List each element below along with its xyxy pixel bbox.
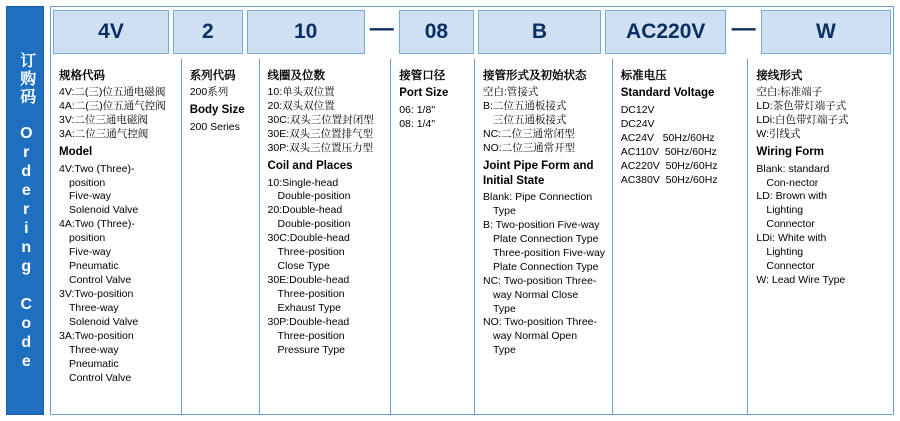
column-line-en-4-4: Three-position Five-way (493, 246, 606, 259)
column-line-en-4-10: way Normal Open (493, 330, 578, 343)
column-line-en-4-3: Plate Connection Type (493, 232, 599, 245)
column-title-en-5: Standard Voltage (620, 87, 715, 100)
column-line-en-0-0: 4V:Two (Three)- (59, 162, 135, 175)
column-2 (259, 59, 391, 414)
column-line-en-1-0: 200 Series (189, 120, 240, 133)
column-line-en-2-9: Exhaust Type (277, 302, 341, 315)
code-cell-5: B (478, 10, 601, 54)
column-line-en-6-0: Blank: standard (756, 162, 830, 175)
code-separator-dash: — (731, 15, 756, 42)
column-line-en-0-14: Pneumatic (69, 357, 119, 370)
column-line-en-5-5: AC380V 50Hz/60Hz (620, 173, 718, 186)
column-line-en-6-4: Connector (766, 218, 815, 231)
column-line-cn-4-1: B:二位五通板接式 (483, 100, 567, 113)
column-5 (612, 59, 748, 414)
column-title-cn-3: 接管口径 (399, 70, 446, 82)
column-line-cn-2-0: 10:单头双位置 (267, 86, 335, 99)
column-line-en-6-6: Lighting (766, 246, 804, 259)
column-line-cn-2-4: 30P:双头三位置压力型 (267, 142, 374, 155)
column-line-cn-2-1: 20:双头双位置 (267, 100, 335, 113)
column-title-cn-1: 系列代码 (189, 70, 236, 82)
sidebar-title-text: 订购码 Ordering Code (17, 51, 35, 372)
column-line-en-4-0: Blank: Pipe Connection (483, 190, 593, 203)
column-line-en-5-0: DC12V (620, 103, 655, 116)
column-title-cn-4: 接管形式及初始状态 (483, 70, 587, 82)
column-line-en-0-3: Solenoid Valve (69, 204, 139, 217)
column-line-en-4-5: Plate Connection Type (493, 260, 599, 273)
column-line-en-0-9: 3V:Two-position (59, 288, 134, 301)
column-line-en-2-0: 10:Single-head (267, 176, 339, 189)
column-line-cn-0-3: 3A:二位三通气控阀 (59, 128, 149, 141)
code-cell-0: 4V (53, 10, 169, 54)
column-line-en-0-4: 4A:Two (Three)- (59, 218, 135, 231)
column-line-en-6-1: Con-nector (766, 176, 819, 189)
column-title-en-2: Coil and Places (267, 160, 353, 173)
column-line-cn-4-0: 空白:管接式 (483, 86, 539, 99)
column-4 (474, 59, 612, 414)
column-line-en-2-10: 30P:Double-head (267, 316, 350, 329)
column-line-en-0-2: Five-way (69, 190, 112, 203)
sidebar-ordering-code (6, 6, 44, 415)
column-line-en-2-4: 30C:Double-head (267, 232, 350, 245)
column-line-cn-0-2: 3V:二位三通电磁阀 (59, 114, 148, 127)
column-title-cn-5: 标准电压 (620, 70, 667, 82)
column-line-en-0-12: 3A:Two-position (59, 330, 134, 342)
column-title-en-0: Model (59, 146, 93, 159)
code-cell-1: 2 (173, 10, 243, 54)
code-cell-2: 10 (247, 10, 365, 54)
column-line-en-2-6: Close Type (277, 260, 330, 273)
column-line-cn-4-2: 三位五通板接式 (493, 114, 567, 127)
column-line-en-5-2: AC24V 50Hz/60Hz (620, 131, 715, 144)
code-separator-dash: — (369, 15, 394, 42)
column-line-en-3-0: 06: 1/8" (399, 103, 436, 116)
column-line-cn-4-3: NC:二位三通常闭型 (483, 128, 575, 141)
code-cell-4: 08 (399, 10, 474, 54)
column-title-cn-2: 线圈及位数 (267, 70, 326, 82)
column-line-en-5-3: AC110V 50Hz/60Hz (620, 145, 717, 158)
column-line-en-5-4: AC220V 50Hz/60Hz (620, 159, 718, 172)
column-line-en-6-5: LDi: White with (756, 232, 827, 245)
ordering-code-table (50, 6, 894, 415)
column-line-en-4-1: Type (493, 204, 516, 217)
column-line-en-6-2: LD: Brown with (756, 190, 827, 203)
column-6 (747, 59, 893, 414)
column-line-en-2-12: Pressure Type (277, 343, 346, 356)
columns-container (51, 59, 893, 414)
column-line-en-0-1: position (69, 176, 106, 189)
column-line-en-2-3: Double-position (277, 218, 351, 231)
sidebar-title (7, 7, 45, 416)
column-line-cn-6-0: 空白:标准端子 (756, 86, 823, 99)
column-line-cn-6-2: LDi:白色带灯端子式 (756, 114, 849, 127)
column-line-cn-1-0: 200系列 (189, 86, 229, 99)
column-line-en-0-10: Three-way (69, 302, 119, 315)
column-title-cn-6: 接线形式 (756, 70, 803, 82)
column-line-cn-2-2: 30C:双头三位置封闭型 (267, 114, 374, 127)
column-line-en-2-7: 30E:Double-head (267, 274, 350, 287)
column-line-en-2-5: Three-position (277, 246, 345, 259)
column-line-en-0-5: position (69, 232, 106, 245)
column-line-en-0-15: Control Valve (69, 371, 132, 384)
column-line-en-6-8: W: Lead Wire Type (756, 274, 846, 287)
column-line-en-4-7: way Normal Close (493, 288, 579, 301)
column-title-en-1: Body Size (189, 104, 245, 117)
column-line-en-2-11: Three-position (277, 330, 345, 342)
column-line-en-4-9: NO: Two-position Three- (483, 316, 598, 329)
column-line-en-6-7: Connector (766, 260, 815, 273)
column-line-cn-6-1: LD:茶色带灯端子式 (756, 100, 847, 113)
column-line-cn-0-1: 4A:二(三)位五通气控阀 (59, 100, 166, 113)
column-line-cn-0-0: 4V:二(三)位五通电磁阀 (59, 86, 166, 99)
code-cell-6: AC220V (605, 10, 726, 54)
column-line-en-4-11: Type (493, 344, 516, 357)
column-1 (181, 59, 259, 414)
column-title-en-3: Port Size (399, 87, 449, 100)
column-line-en-6-3: Lighting (766, 204, 804, 217)
column-line-en-4-2: B: Two-position Five-way (483, 218, 600, 231)
column-line-en-0-8: Control Valve (69, 274, 132, 287)
code-row (51, 7, 893, 51)
column-title-cn-0: 规格代码 (59, 70, 105, 82)
column-line-en-2-1: Double-position (277, 190, 351, 203)
column-title-en-6: Wiring Form (756, 146, 824, 159)
column-line-cn-4-4: NO:二位三通常开型 (483, 142, 576, 155)
column-line-cn-2-3: 30E:双头三位置排气型 (267, 128, 374, 141)
column-3 (390, 59, 474, 414)
column-line-en-2-2: 20:Double-head (267, 204, 343, 217)
column-line-en-4-6: NC: Two-position Three- (483, 274, 597, 287)
column-line-en-0-13: Three-way (69, 343, 119, 356)
column-line-en-4-8: Type (493, 302, 516, 315)
column-line-en-0-6: Five-way (69, 246, 112, 259)
column-line-en-0-11: Solenoid Valve (69, 316, 139, 329)
column-line-en-0-7: Pneumatic (69, 260, 119, 273)
column-line-cn-6-3: W:引线式 (756, 128, 801, 141)
column-0 (51, 59, 181, 414)
column-line-en-3-1: 08: 1/4" (399, 117, 436, 130)
column-line-en-2-8: Three-position (277, 288, 345, 301)
code-cell-8: W (761, 10, 891, 54)
column-line-en-5-1: DC24V (620, 117, 655, 130)
column-title-en-4: Joint Pipe Form and Initial State (483, 160, 594, 187)
